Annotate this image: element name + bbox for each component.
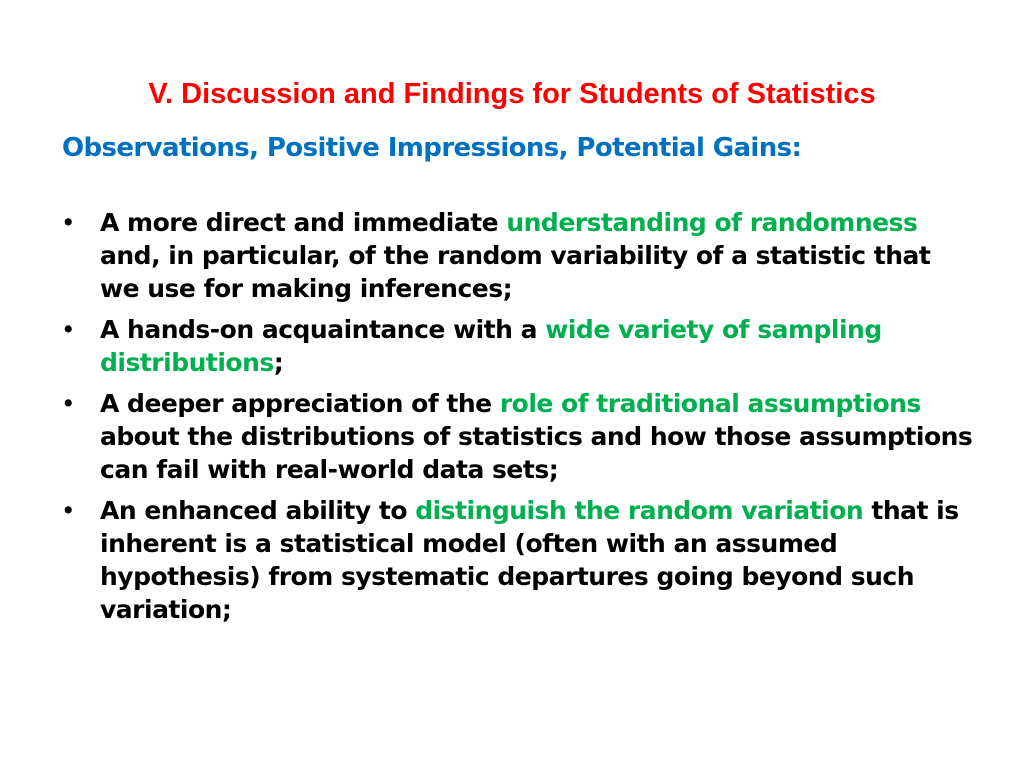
bullet-text: A hands-on acquaintance with a — [100, 315, 546, 344]
bullet-dot-icon: • — [63, 389, 73, 417]
bullet-item-variation — [56, 494, 976, 626]
slide-subtitle: Observations, Positive Impressions, Potential Gains: — [62, 133, 802, 163]
bullet-text: that is inherent is a statistical model (often with an assumed hypothesis) from systematic departures going beyond such variation; — [100, 496, 959, 624]
bullet-highlight: wide variety of sampling distributions — [100, 315, 882, 377]
bullet-highlight: role of traditional assumptions — [499, 389, 921, 418]
bullet-text: and, in particular, of the random variability of a statistic that we use for making inferences; — [100, 241, 931, 303]
bullet-text: A more direct and immediate — [100, 208, 507, 237]
bullet-text: ; — [273, 348, 284, 377]
bullet-item-assumptions — [56, 387, 976, 486]
bullet-item-sampling — [56, 313, 976, 379]
bullet-highlight: distinguish the random variation — [415, 496, 864, 525]
bullet-item-randomness — [56, 206, 976, 305]
bullet-dot-icon: • — [63, 496, 73, 524]
bullet-text: An enhanced ability to — [100, 496, 416, 525]
bullet-dot-icon: • — [63, 315, 73, 343]
bullet-highlight: understanding of randomness — [506, 208, 918, 237]
bullet-text: A deeper appreciation of the — [100, 389, 500, 418]
bullet-text: about the distributions of statistics and how those assumptions can fail with real-world data sets; — [100, 422, 973, 484]
slide-title: V. Discussion and Findings for Students of Statistics — [148, 78, 876, 110]
bullet-dot-icon: • — [63, 208, 73, 236]
bullet-list — [56, 206, 976, 634]
